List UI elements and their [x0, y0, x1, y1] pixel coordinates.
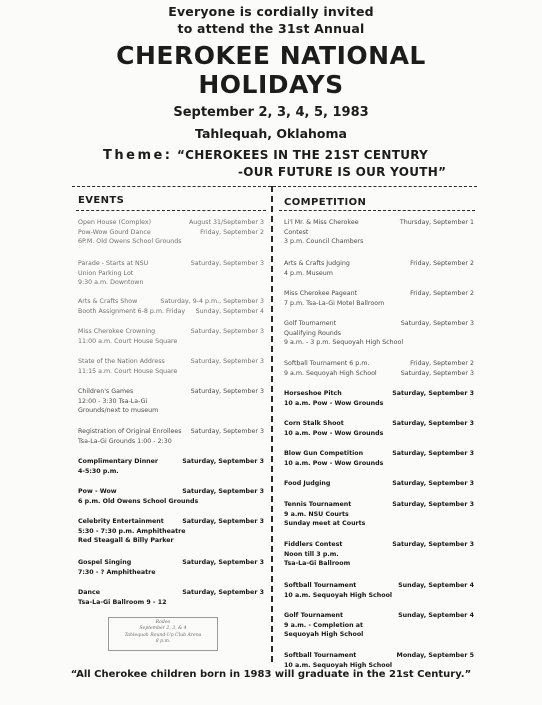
- item-date: [410, 289, 474, 299]
- item-text: Pow-Wow Gourd Dance: [78, 228, 151, 236]
- theme-text-1: “CHEROKEES IN THE 21ST CENTURY: [177, 148, 429, 162]
- rodeo-box: [108, 617, 218, 651]
- list-item: [284, 419, 383, 438]
- item-text: 4 p.m. Museum: [284, 269, 333, 277]
- item-text: Horseshoe Pitch: [284, 390, 342, 397]
- item-text: Union Parking Lot: [78, 269, 134, 277]
- list-item: [78, 457, 158, 476]
- item-text: 10 a.m. Pow - Wow Grounds: [284, 429, 384, 437]
- item-text: Li'l Mr. & Miss Cherokee: [284, 219, 359, 226]
- item-date: [182, 588, 264, 598]
- item-date-text: Saturday, September 3: [182, 518, 264, 525]
- item-date-text: Friday, September 2: [410, 290, 474, 297]
- item-date-text: Saturday, September 3: [392, 501, 474, 508]
- list-item: [284, 581, 392, 600]
- item-date: [401, 319, 474, 329]
- item-text: Golf Tournament: [284, 612, 344, 619]
- list-item: [284, 259, 350, 278]
- list-item: [284, 359, 377, 378]
- item-text: Tsa-La-Gi Ballroom: [284, 560, 351, 568]
- item-text: Red Steagall & Billy Parker: [78, 537, 174, 545]
- item-text: Pow - Wow: [78, 488, 117, 495]
- item-date-text: Thursday, September 1: [399, 219, 474, 226]
- item-text: Dance: [78, 589, 100, 596]
- rodeo-line-3: Tahlequah Round-Up Club Arena: [124, 632, 202, 638]
- item-date: [392, 540, 474, 550]
- item-date: [189, 218, 264, 237]
- item-text: Corn Stalk Shoot: [284, 420, 344, 427]
- item-date-text: Saturday, September 3: [400, 369, 474, 377]
- item-text: 10 a.m. Sequoyah High School: [284, 661, 393, 669]
- item-text: Children's Games: [78, 388, 134, 395]
- item-date-text: Saturday, September 3: [182, 559, 264, 566]
- item-date-text: Sunday, September 4: [195, 307, 264, 315]
- invite-line-2: to attend the 31st Annual: [177, 21, 365, 36]
- item-date: [392, 419, 474, 429]
- item-text: 5:30 - 7:30 p.m. Amphitheatre: [78, 527, 186, 535]
- list-item: [78, 387, 158, 416]
- item-date: [160, 297, 264, 316]
- item-date-text: Friday, September 2: [200, 228, 264, 236]
- list-item: [284, 449, 383, 468]
- item-date-text: Friday, September 2: [410, 260, 474, 267]
- item-text: 6P.M. Old Owens School Grounds: [78, 238, 182, 246]
- competition-heading-rule: [279, 210, 475, 211]
- item-text: 11:15 a.m. Court House Square: [78, 367, 178, 375]
- item-text: Softball Tournament: [284, 582, 357, 589]
- top-divider: [72, 186, 477, 187]
- list-item: [78, 588, 166, 607]
- list-item: [284, 540, 350, 569]
- item-text: Tennis Tournament: [284, 501, 352, 508]
- item-text: 9:30 a.m. Downtown: [78, 279, 144, 287]
- item-text: Parade - Starts at NSU: [78, 260, 149, 267]
- item-text: Celebrity Entertainment: [78, 518, 164, 525]
- list-item: [78, 357, 177, 376]
- theme-label: Theme:: [103, 148, 173, 163]
- item-date: [401, 359, 474, 378]
- item-text: 10 a.m. Sequoyah High School: [284, 591, 393, 599]
- item-date: [191, 427, 264, 437]
- item-text: 9 a.m. NSU Courts: [284, 510, 349, 518]
- item-date: [392, 389, 474, 399]
- item-text: 7:30 - ? Amphitheatre: [78, 568, 156, 576]
- item-date: [410, 259, 474, 269]
- list-item: [284, 289, 384, 308]
- item-date: [191, 259, 264, 269]
- list-item: [78, 487, 198, 506]
- item-text: Contest: [284, 228, 309, 236]
- list-item: [284, 651, 392, 670]
- item-date: [182, 558, 264, 568]
- rodeo-line-2: September 2, 3, & 4: [139, 626, 187, 632]
- event-dates: September 2, 3, 4, 5, 1983: [173, 105, 369, 120]
- item-date-text: Saturday, September 3: [182, 488, 264, 495]
- item-text: Blow Gun Competition: [284, 450, 364, 457]
- item-date-text: Saturday, September 3: [182, 458, 264, 465]
- item-date-text: Saturday, September 3: [400, 320, 474, 327]
- list-item: [284, 389, 383, 408]
- item-text: Grounds/next to museum: [78, 407, 159, 415]
- item-date: [397, 651, 474, 661]
- item-date-text: Sunday, September 4: [398, 582, 474, 589]
- item-text: 9 a.m. Sequoyah High School: [284, 369, 377, 377]
- item-date: [191, 357, 264, 367]
- item-text: Tsa-La-Gi Ballroom 9 - 12: [78, 598, 167, 606]
- event-location: Tahlequah, Oklahoma: [195, 126, 347, 141]
- column-divider: [271, 186, 273, 662]
- item-text: 3 p.m. Council Chambers: [284, 238, 364, 246]
- item-text: State of the Nation Address: [78, 358, 165, 365]
- item-text: Noon till 3 p.m.: [284, 550, 339, 558]
- item-text: 10 a.m. Pow - Wow Grounds: [284, 459, 384, 467]
- item-text: Miss Cherokee Crowning: [78, 328, 156, 335]
- item-text: Softball Tournament 6 p.m.: [284, 360, 370, 367]
- item-date: [182, 517, 264, 527]
- item-date-text: Saturday, 9-4 p.m., September 3: [160, 298, 264, 305]
- list-item: [284, 319, 403, 348]
- item-date: [392, 500, 474, 510]
- list-item: [284, 479, 330, 489]
- title-line-2: HOLIDAYS: [198, 70, 344, 99]
- item-date-text: Saturday, September 3: [392, 420, 474, 427]
- list-item: [78, 427, 182, 446]
- item-text: Registration of Original Enrollees: [78, 428, 182, 435]
- list-item: [284, 500, 365, 529]
- item-text: Miss Cherokee Pageant: [284, 290, 358, 297]
- item-date: [392, 449, 474, 459]
- item-date: [191, 327, 264, 337]
- item-text: Golf Tournament: [284, 320, 337, 327]
- item-date-text: Saturday, September 3: [190, 260, 264, 267]
- item-date-text: Friday, September 2: [410, 360, 474, 367]
- item-date-text: Monday, September 5: [396, 652, 474, 659]
- title-line-1: CHEROKEE NATIONAL: [116, 41, 426, 70]
- footer-note: “All Cherokee children born in 1983 will graduate in the 21st Century.”: [70, 669, 472, 680]
- rodeo-line-1: Rodeo: [155, 620, 171, 625]
- item-date: [191, 387, 264, 397]
- item-text: Qualifying Rounds: [284, 329, 342, 337]
- item-date-text: Sunday, September 4: [398, 612, 474, 619]
- item-date: [182, 457, 264, 467]
- list-item: [78, 517, 186, 546]
- item-date: [392, 479, 474, 489]
- item-date-text: Saturday, September 3: [182, 589, 264, 596]
- item-date-text: Saturday, September 3: [392, 390, 474, 397]
- item-text: Sunday meet at Courts: [284, 520, 366, 528]
- item-date-text: Saturday, September 3: [392, 450, 474, 457]
- item-date: [398, 581, 474, 591]
- item-text: Arts & Crafts Show: [78, 298, 138, 305]
- item-date-text: Saturday, September 3: [190, 358, 264, 365]
- list-item: [78, 558, 156, 577]
- item-date: [400, 218, 474, 228]
- item-text: Open House (Complex): [78, 219, 152, 226]
- item-text: 11:00 a.m. Court House Square: [78, 337, 178, 345]
- item-text: Booth Assignment 6-8 p.m. Friday: [78, 307, 186, 315]
- item-date: [398, 611, 474, 621]
- item-date-text: Saturday, September 3: [190, 328, 264, 335]
- item-text: 12:00 - 3:30 Tsa-La-Gi: [78, 397, 148, 405]
- events-heading: EVENTS: [78, 195, 125, 206]
- item-text: 9 a.m. - 3 p.m. Sequoyah High School: [284, 339, 404, 347]
- item-date-text: Saturday, September 3: [392, 541, 474, 548]
- item-text: Gospel Singing: [78, 559, 132, 566]
- item-text: 6 p.m. Old Owens School Grounds: [78, 497, 199, 505]
- theme-line-1: [103, 148, 428, 163]
- theme-text-2: -OUR FUTURE IS OUR YOUTH”: [238, 165, 447, 179]
- item-text: Complimentary Dinner: [78, 458, 159, 465]
- item-text: Arts & Crafts Judging: [284, 260, 350, 267]
- item-text: Tsa-La-Gi Grounds 1:00 - 2:30: [78, 437, 172, 445]
- rodeo-line-4: 8 p.m.: [155, 639, 171, 645]
- list-item: [284, 218, 363, 247]
- item-text: Food Judging: [284, 480, 331, 487]
- list-item: [284, 611, 363, 640]
- item-text: 7 p.m. Tsa-La-Gi Motel Ballroom: [284, 299, 385, 307]
- events-heading-rule: [76, 210, 266, 211]
- item-text: 10 a.m. Pow - Wow Grounds: [284, 399, 384, 407]
- list-item: [78, 327, 177, 346]
- item-text: Sequoyah High School: [284, 631, 364, 639]
- item-text: 4-5:30 p.m.: [78, 467, 119, 475]
- item-date-text: Saturday, September 3: [392, 480, 474, 487]
- item-text: Softball Tournament: [284, 652, 357, 659]
- invite-line-1: Everyone is cordially invited: [168, 4, 374, 19]
- item-date-text: August 31/September 3: [189, 219, 264, 226]
- item-text: 9 a.m. - Completion at: [284, 621, 364, 629]
- list-item: [78, 218, 182, 247]
- item-date: [182, 487, 264, 497]
- item-date-text: Saturday, September 3: [190, 428, 264, 435]
- list-item: [78, 259, 148, 288]
- competition-heading: COMPETITION: [284, 197, 367, 208]
- item-date-text: Saturday, September 3: [190, 388, 264, 395]
- item-text: Fiddlers Contest: [284, 541, 343, 548]
